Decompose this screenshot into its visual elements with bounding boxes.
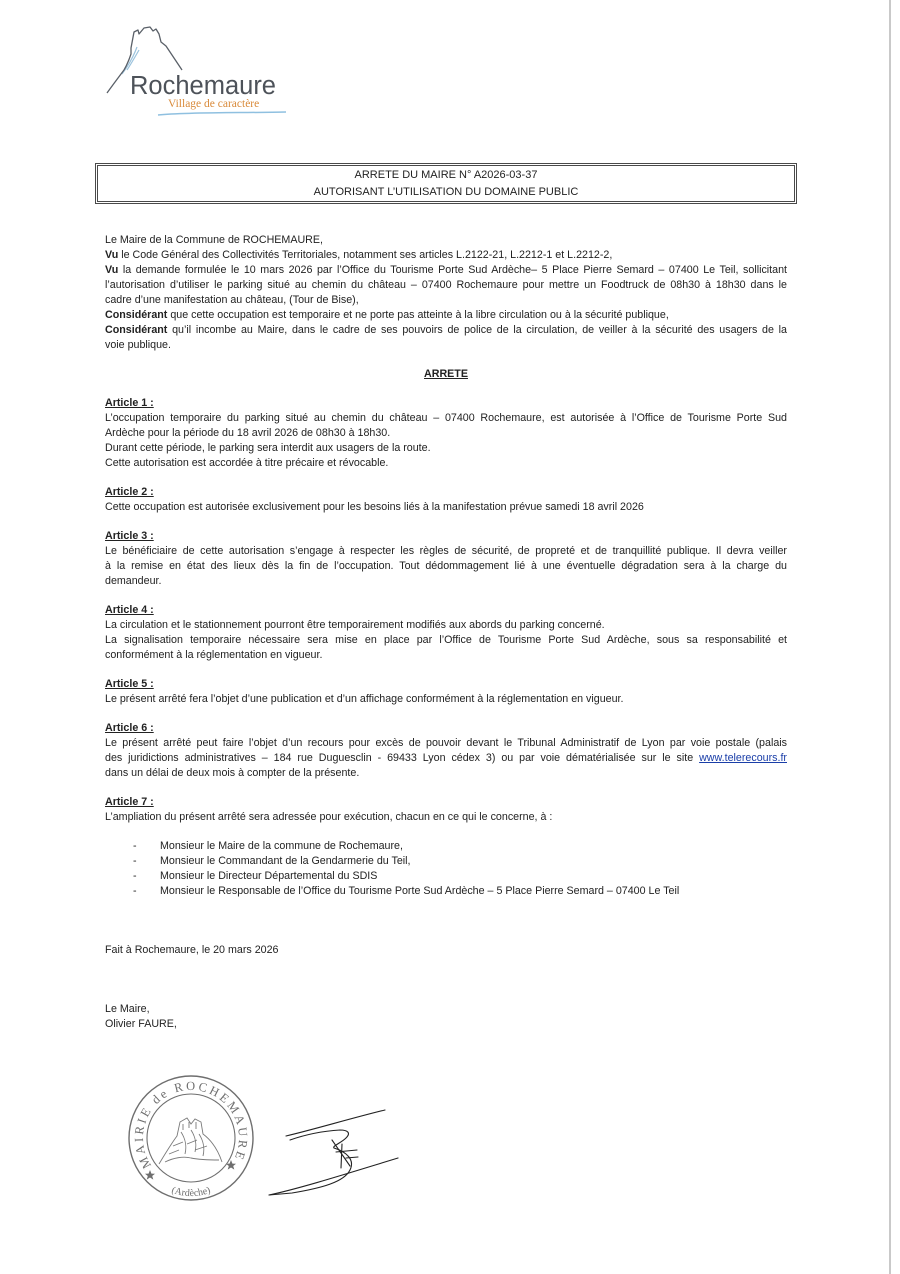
article-body xyxy=(105,411,787,471)
logo-name: Rochemaure xyxy=(130,72,276,100)
text-line: cadre d’une manifestation au château, (Tour de Bise), xyxy=(105,294,359,306)
list-marker: - xyxy=(133,870,137,882)
text-line: voie publique. xyxy=(105,339,171,351)
signatory-name: Olivier FAURE, xyxy=(105,1018,177,1030)
stamp-bottom-textpath: (Ardèche) xyxy=(170,1184,212,1200)
article-body xyxy=(105,544,787,589)
stamp-outer-ring xyxy=(129,1076,253,1200)
signature-strokes xyxy=(269,1110,398,1195)
rochemaure-logo xyxy=(100,20,295,120)
decree-number: ARRETE DU MAIRE N° A2026-03-37 xyxy=(354,169,538,181)
list-marker: - xyxy=(133,840,137,852)
list-item xyxy=(105,869,787,884)
stamp-inner-ring xyxy=(147,1094,235,1182)
article-1 xyxy=(105,396,787,471)
bold-prefix: Considérant xyxy=(105,309,168,321)
stamp-castle-drawing xyxy=(159,1118,222,1164)
text-line: dans un délai de deux mois à compter de la présente. xyxy=(105,767,360,779)
text-line xyxy=(105,308,787,323)
list-item xyxy=(105,839,787,854)
text-segment: la demande formulée le 10 mars 2026 par l’Office du Tourisme Porte Sud Ardèche– 5 Place Pierre Semard – 07400 Le Teil, sollicitant xyxy=(118,264,787,276)
logo-swoosh xyxy=(158,112,286,115)
article-3 xyxy=(105,529,787,589)
signatory xyxy=(105,1002,787,1032)
article-body xyxy=(105,736,787,781)
stamp-star-right xyxy=(226,1160,236,1170)
article-5 xyxy=(105,677,787,707)
list-marker: - xyxy=(133,855,137,867)
text-line: La circulation et le stationnement pourront être temporairement modifiés aux abords du parking concerné. xyxy=(105,619,605,631)
article-body xyxy=(105,618,787,663)
place-date: Fait à Rochemaure, le 20 mars 2026 xyxy=(105,944,279,956)
text-line: Durant cette période, le parking sera interdit aux usagers de la route. xyxy=(105,442,431,454)
decree-title-box xyxy=(95,163,797,204)
article-2 xyxy=(105,485,787,515)
text-line: l’autorisation d’utiliser le parking situé au chemin du château – 07400 Rochemaure pour mettre un Foodtruck de 08h30 à 18h30 dans le xyxy=(105,279,787,291)
recipient-text: Monsieur le Responsable de l’Office du Tourisme Porte Sud Ardèche – 5 Place Pierre Semard – 07400 Le Teil xyxy=(160,885,680,897)
article-heading: Article 4 : xyxy=(105,604,154,616)
article-body xyxy=(105,500,787,515)
stamp-top-textpath: MAIRIE de ROCHEMAURE xyxy=(131,1078,251,1171)
article-7 xyxy=(105,795,787,899)
text-line: Cette autorisation est accordée à titre précaire et révocable. xyxy=(105,457,389,469)
text-line: Le présent arrêté peut faire l’objet d’un recours pour excès de pouvoir devant le Tribunal Administratif de Lyon par voie postale (palais xyxy=(105,737,787,749)
text-line: demandeur. xyxy=(105,575,162,587)
list-item xyxy=(105,884,787,899)
article-heading: Article 3 : xyxy=(105,530,154,542)
article-heading: Article 6 : xyxy=(105,722,154,734)
text-line xyxy=(105,323,787,338)
decision-heading: ARRETE xyxy=(424,368,468,380)
article-heading: Article 5 : xyxy=(105,678,154,690)
article-heading: Article 2 : xyxy=(105,486,154,498)
article-heading: Article 1 : xyxy=(105,397,154,409)
preamble xyxy=(105,233,787,353)
mairie-stamp xyxy=(125,1072,257,1204)
bold-prefix: Vu xyxy=(105,264,119,276)
text-line: conformément à la réglementation en vigueur. xyxy=(105,649,323,661)
telerecours-link[interactable]: www.telerecours.fr xyxy=(699,752,787,764)
logo-tagline: Village de caractère xyxy=(168,98,260,110)
recipient-text: Monsieur le Commandant de la Gendarmerie du Teil, xyxy=(160,855,411,867)
text-line xyxy=(105,248,787,263)
text-line: L’occupation temporaire du parking situé au chemin du château – 07400 Rochemaure, est autorisée à l’Office de Tourisme Porte Sud xyxy=(105,412,787,424)
stamp-bottom-text xyxy=(170,1185,212,1199)
recipient-text: Monsieur le Maire de la commune de Rochemaure, xyxy=(160,840,403,852)
text-line xyxy=(105,751,787,766)
text-line: Le Maire de la Commune de ROCHEMAURE, xyxy=(105,234,323,246)
list-marker: - xyxy=(133,885,137,897)
article-body xyxy=(105,692,787,707)
text-line: L’ampliation du présent arrêté sera adressée pour exécution, chacun en ce qui le concerne, à : xyxy=(105,811,553,823)
article-body xyxy=(105,810,787,825)
text-segment: le Code Général des Collectivités Territoriales, notamment ses articles L.2122-21, L.2212-1 et L.2212-2, xyxy=(118,249,613,261)
text-line: Cette occupation est autorisée exclusivement pour les besoins liés à la manifestation prévue samedi 18 avril 2026 xyxy=(105,501,644,513)
article-heading: Article 7 : xyxy=(105,796,154,808)
text-line: Le présent arrêté fera l’objet d’une publication et d’un affichage conformément à la réglementation en vigueur. xyxy=(105,693,624,705)
text-line xyxy=(105,263,787,278)
list-item xyxy=(105,854,787,869)
text-segment: que cette occupation est temporaire et ne porte pas atteinte à la libre circulation ou à la sécurité publique, xyxy=(167,309,669,321)
stamp-star-left xyxy=(145,1170,155,1180)
signatory-role: Le Maire, xyxy=(105,1003,150,1015)
text-line: La signalisation temporaire nécessaire sera mise en place par l’Office de Tourisme Porte Sud Ardèche, sous sa responsabilité et xyxy=(105,634,787,646)
articles xyxy=(105,396,787,899)
bold-prefix: Considérant xyxy=(105,324,168,336)
scan-edge xyxy=(889,0,891,1274)
text-segment: des juridictions administratives – 184 rue Duguesclin - 69433 Lyon cédex 3) ou par voie dématérialisée sur le site xyxy=(105,752,700,764)
text-line: Ardèche pour la période du 18 avril 2026 de 08h30 à 18h30. xyxy=(105,427,391,439)
mayor-signature xyxy=(262,1100,407,1200)
text-line: Le bénéficiaire de cette autorisation s’engage à respecter les règles de sécurité, de propreté et de tranquillité publique. Il devra veiller xyxy=(105,545,787,557)
text-segment: qu’il incombe au Maire, dans le cadre de ses pouvoirs de police de la circulation, de veiller à la sécurité des usagers de la xyxy=(167,324,787,336)
article-6 xyxy=(105,721,787,781)
recipient-list xyxy=(105,839,787,899)
bold-prefix: Vu xyxy=(105,249,119,261)
recipient-text: Monsieur le Directeur Départemental du SDIS xyxy=(160,870,378,882)
article-4 xyxy=(105,603,787,663)
decree-subject: AUTORISANT L’UTILISATION DU DOMAINE PUBLIC xyxy=(313,186,579,198)
text-line: à la remise en état des lieux dès la fin de l’occupation. Tout dédommagement lié à une éventuelle dégradation sera à la charge du xyxy=(105,560,787,572)
